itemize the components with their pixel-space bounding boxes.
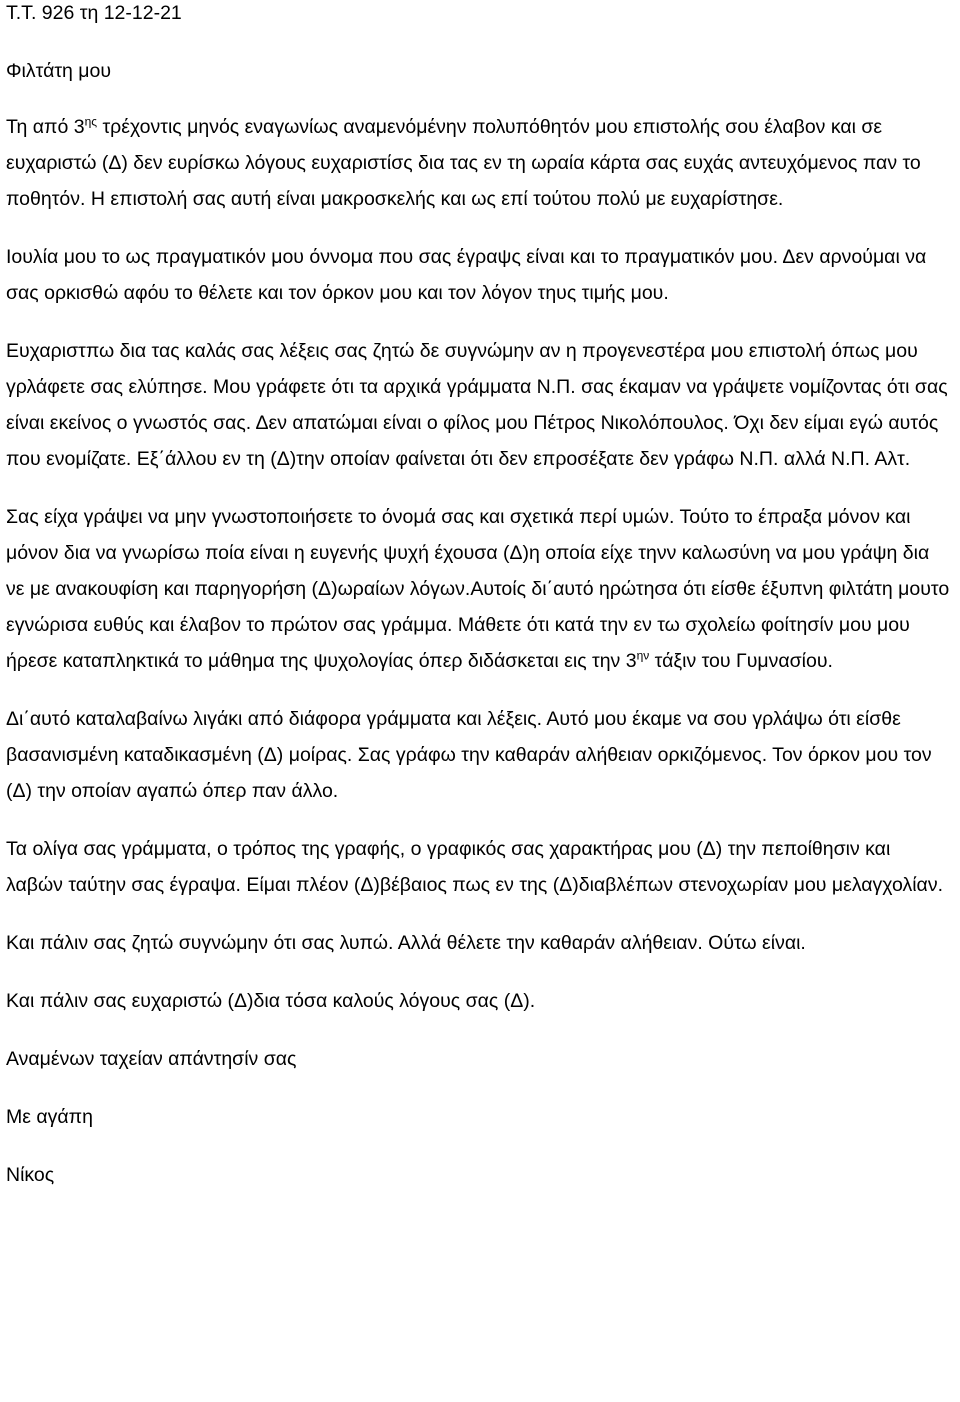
paragraph-1-rest: τρέχοντις μηνός εναγωνίως αναμενόμένην πολυπόθητόν μου επιστολής σου έλαβον και σε ευχαριστώ (Δ) δεν ευρίσκω λόγους ευχαριστίσς δια τας εν τη ωραία κάρτα σας ευχάς αντευχόμενος παν το ποθητόν. Η επιστολή σας αυτή είναι μακροσκελής και ως επί τούτου πολύ με ευχαρίστησε. bbox=[6, 116, 921, 210]
ordinal-superscript: ην bbox=[636, 648, 650, 663]
paragraph-7: Και πάλιν σας ζητώ συγνώμην ότι σας λυπώ. Αλλά θέλετε την καθαράν αλήθειαν. Ούτω είναι. bbox=[6, 932, 806, 954]
closing-line-2: Με αγάπη bbox=[6, 1106, 93, 1128]
paragraph-4-start: Σας είχα γράψει να μην γνωστοποιήσετε το όνομά σας και σχετικά περί υμών. Τούτο το έπραξα μόνον και μόνον δια να γνωρίσω ποία είναι η ευγενής ψυχή έχουσα (Δ)η οποία είχε τηνν καλωσύνη να μου γράψη δια νε με ανακουφίση και παρηγορήση (Δ)ωραίων λόγων.Αυτοίς δι΄αυτό ηρώτησα ότι είσθε έξυπνη φιλτάτη μουτο εγνώρισα ευθύς και έλαβον το πρώτον σας γράμμα. Μάθετε ότι κατά την εν τω σχολείω φοίτησίν μου μου ήρεσε καταπληκτικά το μάθημα της ψυχολογίας όπερ διδάσκεται εις την 3 bbox=[6, 506, 950, 672]
signature: Νίκος bbox=[6, 1164, 55, 1186]
paragraph-6: Τα ολίγα σας γράμματα, ο τρόπος της γραφής, ο γραφικός σας χαρακτήρας μου (Δ) την πεποίθησιν και λαβών ταύτην σας έγραψα. Είμαι πλέον (Δ)βέβαιος πως εν της (Δ)διαβλέπων στενοχωρίαν μου μελαγχολίαν. bbox=[6, 838, 943, 896]
paragraph-4-rest: τάξιν του Γυμνασίου. bbox=[649, 650, 833, 672]
paragraph-1-start: Τη από 3 bbox=[6, 116, 85, 138]
paragraph-2: Ιουλία μου το ως πραγματικόν μου όννομα που σας έγραψς είναι και το πραγματικόν μου. Δεν αρνούμαι να σας ορκισθώ αφόυ το θέλετε και τον όρκον μου και τον λόγον τηυς τιμής μου. bbox=[6, 246, 927, 304]
letter-header: Τ.Τ. 926 τη 12-12-21 bbox=[6, 2, 182, 24]
closing-line-1: Αναμένων ταχείαν απάντησίν σας bbox=[6, 1048, 297, 1070]
paragraph-4 bbox=[6, 499, 950, 679]
letter-salutation: Φιλτάτη μου bbox=[6, 60, 112, 82]
paragraph-5: Δι΄αυτό καταλαβαίνω λιγάκι από διάφορα γράμματα και λέξεις. Αυτό μου έκαμε να σου γρλάψω ότι είσθε βασανισμένη καταδικασμένη (Δ) μοίρας. Σας γράφω την καθαράν αλήθειαν ορκιζόμενος. Τον όρκον μου τον (Δ) την οποίαν αγαπώ όπερ παν άλλο. bbox=[6, 708, 932, 802]
ordinal-superscript: ης bbox=[84, 114, 98, 129]
paragraph-3: Ευχαριστπω δια τας καλάς σας λέξεις σας ζητώ δε συγνώμην αν η προγενεστέρα μου επιστολή όπως μου γρλάφετε σας ελύπησε. Μου γράφετε ότι τα αρχικά γράμματα Ν.Π. σας έκαμαν να γράψετε νομίζοντας ότι σας είναι εκείνος ο γνωστός σας. Δεν απατώμαι είναι ο φίλος μου Πέτρος Νικολόπουλος. Όχι δεν είμαι εγώ αυτός που ενομίζατε. Εξ΄άλλου εν τη (Δ)την οποίαν φαίνεται ότι δεν επροσέξατε δεν γράφω Ν.Π. αλλά Ν.Π. Αλτ. bbox=[6, 340, 948, 470]
paragraph-8: Και πάλιν σας ευχαριστώ (Δ)δια τόσα καλούς λόγους σας (Δ). bbox=[6, 990, 536, 1012]
letter-body bbox=[6, 109, 950, 1215]
paragraph-1 bbox=[6, 109, 950, 217]
